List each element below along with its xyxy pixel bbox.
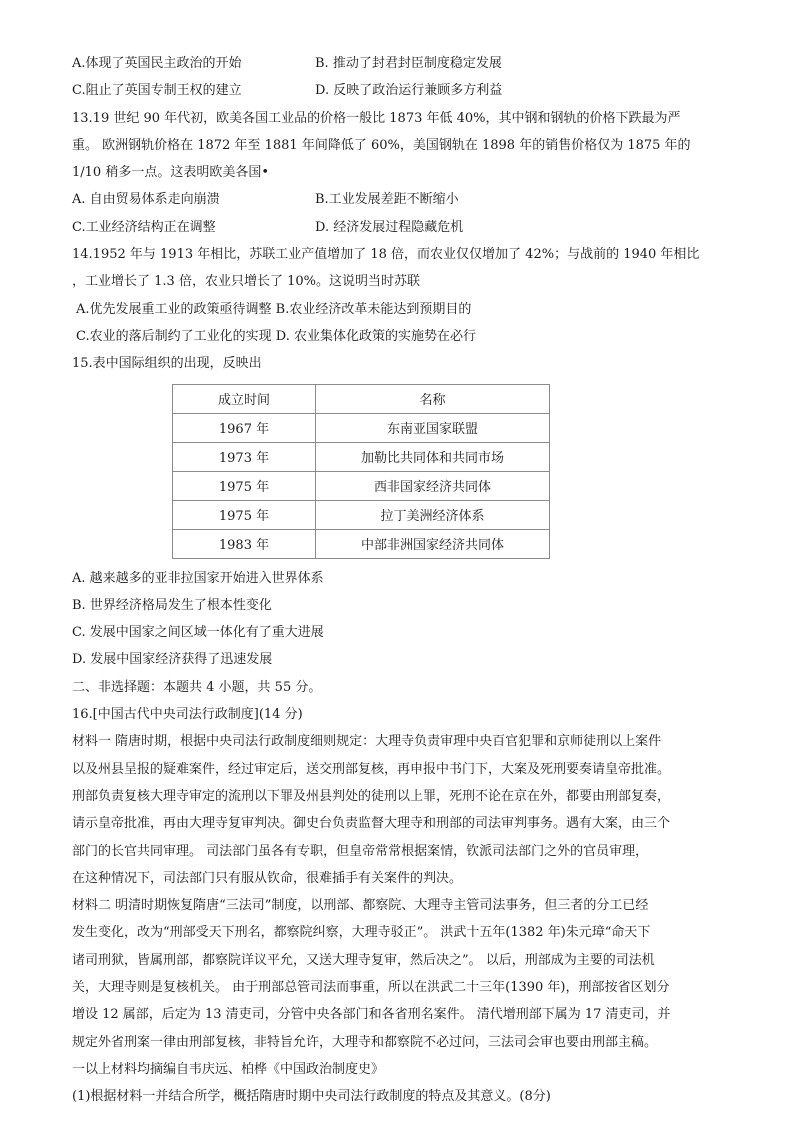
table-cell-year: 1973 年: [173, 442, 316, 471]
q16-material2-line: 规定外省刑案一律由刑部复核，非特旨允许，大理寺和都察院不必过问，三法司会审也要由刑部主稿。: [72, 1034, 658, 1050]
q13-options-row-2: [72, 214, 722, 241]
table-row: [173, 529, 550, 558]
section-heading: 二、非选择题：本题共 4 小题，共 55 分。: [72, 679, 322, 695]
q15-option-a[interactable]: A. 越来越多的亚非拉国家开始进入世界体系: [72, 570, 324, 586]
q12-options-row-2: [72, 77, 722, 104]
q16-material1-line: 请示皇帝批准，再由大理寺复审判决。御史台负责监督大理寺和刑部的司法审判事务。遇有大案，由三个: [72, 816, 671, 832]
q12-options-row-1: [72, 50, 722, 77]
q13-stem-line: 1/10 稍多一点。这表明欧美各国•: [72, 165, 269, 181]
q15-stem: 15.表中国际组织的出现，反映出: [72, 356, 262, 372]
q13-stem-line: 13.19 世纪 90 年代初，欧美各国工业品的价格一般比 1873 年低 40%，其中钢和钢轨的价格下跌最为严: [72, 110, 681, 126]
table-header-cell: 成立时间: [173, 384, 316, 413]
exam-page: [72, 50, 722, 1111]
table-cell-year: 1983 年: [173, 529, 316, 558]
table-row: [173, 471, 550, 500]
q13-stem-line: 重。 欧洲钢轨价格在 1872 年至 1881 年间降低了 60%，美国钢轨在 1898 年的销售价格仅为 1875 年的: [72, 137, 691, 153]
q16-material2-line: 发生变化，改为“刑部受天下刑名，都察院纠察，大理寺驳正”。 洪武十五年(1382 年)朱元璋“命天下: [72, 925, 651, 941]
table-cell-name: 中部非洲国家经济共同体: [316, 529, 550, 558]
table-cell-year: 1967 年: [173, 413, 316, 442]
table-cell-name: 加勒比共同体和共同市场: [316, 442, 550, 471]
table-cell-name: 西非国家经济共同体: [316, 471, 550, 500]
q12-option-d[interactable]: D. 反映了政治运行兼顾多方利益: [315, 83, 503, 99]
q13-option-b[interactable]: B.工业发展差距不断缩小: [315, 192, 459, 208]
table-cell-name: 拉丁美洲经济体系: [316, 500, 550, 529]
q16-material2-line: 诸司刑狱，皆属刑部，都察院详议平允，又送大理寺复审，然后决之”。 以后，刑部成为主要的司法机: [72, 952, 655, 968]
q15-organizations-table: [172, 384, 550, 559]
q13-option-c[interactable]: C.工业经济结构正在调整: [72, 219, 216, 235]
q16-material1-line: 以及州县呈报的疑难案件，经过审定后，送交刑部复核，再申报中书门下，大案及死刑要奏请皇帝批准。: [72, 761, 671, 777]
q14-options-ab[interactable]: A.优先发展重工业的政策亟待调整 B.农业经济改革未能达到预期目的: [76, 301, 472, 317]
q13-options-row-1: [72, 186, 722, 213]
q16-material2-line: 材料二 明清时期恢复隋唐“三法司”制度，以刑部、都察院、大理寺主管司法事务，但三者的分工已经: [72, 898, 649, 914]
q16-subquestion-1: (1)根据材料一并结合所学，概括隋唐时期中央司法行政制度的特点及其意义。(8分): [72, 1089, 551, 1105]
table-cell-year: 1975 年: [173, 500, 316, 529]
q12-option-b[interactable]: B. 推动了封君封臣制度稳定发展: [315, 56, 502, 71]
q16-material1-line: 刑部负责复核大理寺审定的流刑以下罪及州县判处的徒刑以上罪，死刑不论在京在外，都要由刑部复奏，: [72, 788, 671, 804]
q16-material1-line: 在这种情况下，司法部门只有服从钦命，很难插手有关案件的判决。: [72, 870, 463, 886]
table-row: [173, 442, 550, 471]
q16-material1-line: 材料一 隋唐时期，根据中央司法行政制度细则规定：大理寺负责审理中央百官犯罪和京师徒刑以上案件: [72, 734, 662, 750]
q15-table-wrapper: [172, 384, 722, 559]
q13-option-d[interactable]: D. 经济发展过程隐藏危机: [315, 219, 464, 235]
q16-material1-line: 部门的长官共同审理。 司法部门虽各有专职，但皇帝常常根据案情，钦派司法部门之外的官员审理，: [72, 843, 649, 859]
q15-option-b[interactable]: B. 世界经济格局发生了根本性变化: [72, 597, 272, 613]
q16-material2-line: 增设 12 属部，后定为 13 清吏司，分管中央各部门和各省刑名案件。 清代增刑部下属为 17 清吏司，并: [72, 1007, 671, 1023]
table-header-row: [173, 384, 550, 413]
q16-title: 16.[中国古代中央司法行政制度](14 分): [72, 707, 303, 723]
table-header-cell: 名称: [316, 384, 550, 413]
table-row: [173, 500, 550, 529]
q16-source-citation: 一以上材料均摘编自韦庆远、柏桦《中国政治制度史》: [72, 1061, 385, 1077]
q13-option-a[interactable]: A. 自由贸易体系走向崩溃: [72, 192, 220, 208]
table-cell-name: 东南亚国家联盟: [316, 413, 550, 442]
q16-material2-line: 关，大理寺则是复核机关。 由于刑部总管司法而事重，所以在洪武二十三年(1390 年)，刑部按省区划分: [72, 980, 670, 996]
q15-option-d[interactable]: D. 发展中国家经济获得了迅速发展: [72, 652, 273, 668]
q14-stem-line: ，工业增长了 1.3 倍，农业只增长了 10%。这说明当时苏联: [72, 274, 420, 290]
q12-option-c[interactable]: C.阻止了英国专制王权的建立: [72, 83, 242, 99]
table-row: [173, 413, 550, 442]
table-cell-year: 1975 年: [173, 471, 316, 500]
q14-options-cd[interactable]: C.农业的落后制约了工业化的实现 D. 农业集体化政策的实施势在必行: [76, 328, 476, 344]
q12-option-a[interactable]: A.体现了英国民主政治的开始: [72, 56, 242, 71]
q15-option-c[interactable]: C. 发展中国家之间区域一体化有了重大进展: [72, 625, 324, 641]
q14-stem-line: 14.1952 年与 1913 年相比，苏联工业产值增加了 18 倍，而农业仅仅增加了 42%；与战前的 1940 年相比: [72, 247, 700, 263]
